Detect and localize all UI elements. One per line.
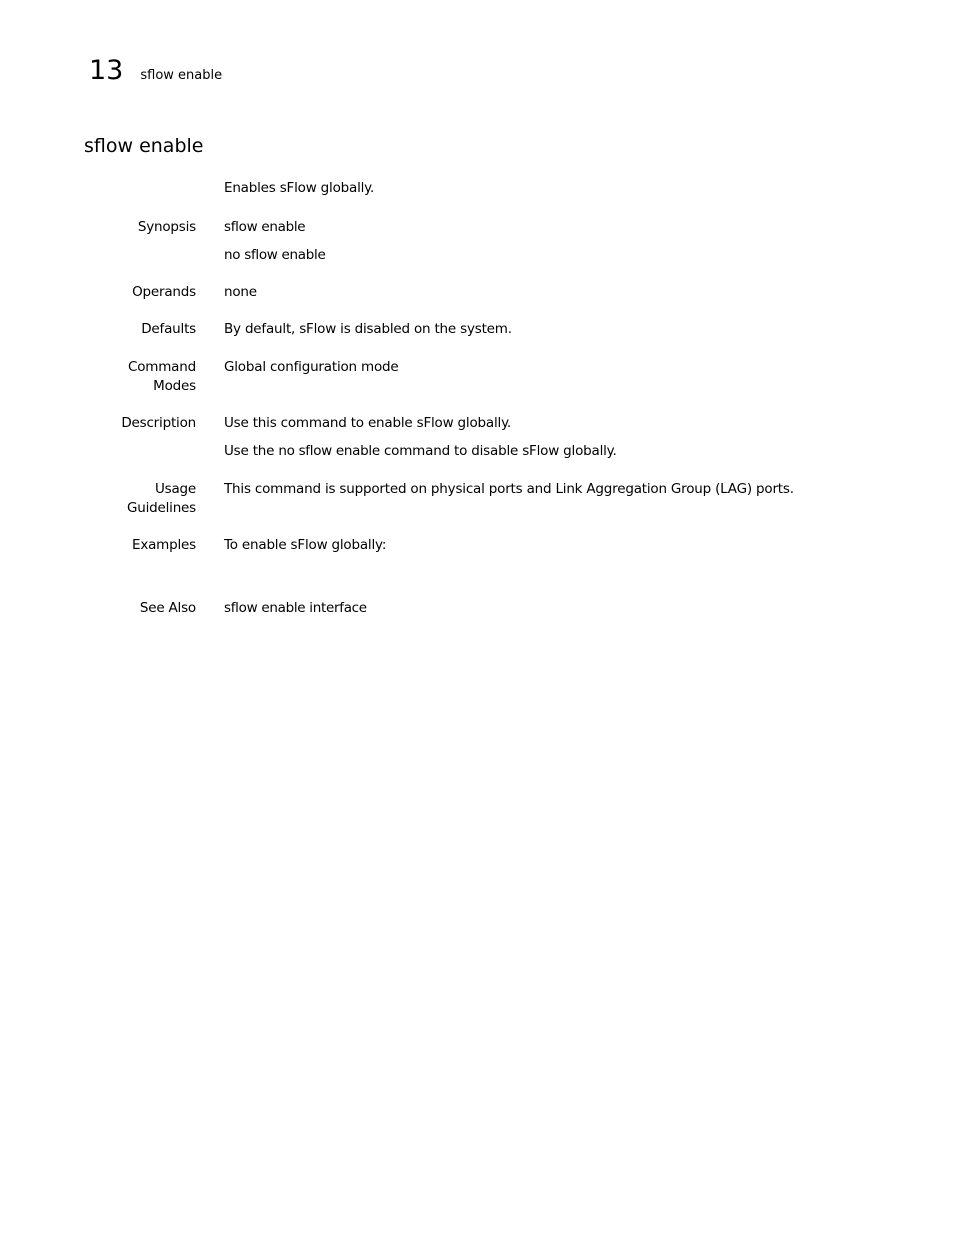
description-label: Description	[121, 415, 196, 431]
command-modes-text: Global configuration mode	[224, 359, 399, 375]
description-command: no sflow enable	[278, 443, 380, 459]
section-title: sflow enable	[84, 135, 204, 157]
synopsis-label: Synopsis	[137, 219, 196, 235]
usage-guidelines-label-line: Guidelines	[126, 500, 196, 516]
synopsis-command: sflow enable	[224, 219, 306, 235]
usage-guidelines-label	[86, 480, 196, 518]
synopsis-content	[224, 218, 924, 274]
command-modes-label-line: Modes	[153, 378, 196, 394]
see-also-label: See Also	[139, 600, 196, 616]
description-line: Use this command to enable sFlow globally.	[224, 415, 512, 431]
chapter-number: 13	[89, 55, 124, 86]
command-modes-label-line: Command	[128, 359, 196, 375]
defaults-text: By default, sFlow is disabled on the system.	[224, 321, 512, 337]
running-title: sflow enable	[140, 68, 223, 83]
description-prefix: Use the	[224, 443, 279, 459]
command-modes-label	[86, 358, 196, 396]
examples-label: Examples	[131, 537, 196, 553]
description-suffix: command to disable sFlow globally.	[379, 443, 617, 459]
examples-text: To enable sFlow globally:	[224, 537, 387, 553]
intro-text: Enables sFlow globally.	[224, 180, 375, 196]
description-content	[224, 414, 924, 470]
synopsis-command: no sflow enable	[224, 247, 326, 263]
usage-guidelines-text: This command is supported on physical ports and Link Aggregation Group (LAG) ports.	[224, 481, 794, 497]
description-line	[224, 442, 924, 470]
defaults-label: Defaults	[141, 321, 196, 337]
operands-label: Operands	[132, 284, 196, 300]
usage-guidelines-label-line: Usage	[154, 481, 196, 497]
see-also-link[interactable]: sflow enable interface	[224, 600, 367, 616]
page-header	[89, 53, 222, 93]
operands-text: none	[224, 284, 257, 300]
